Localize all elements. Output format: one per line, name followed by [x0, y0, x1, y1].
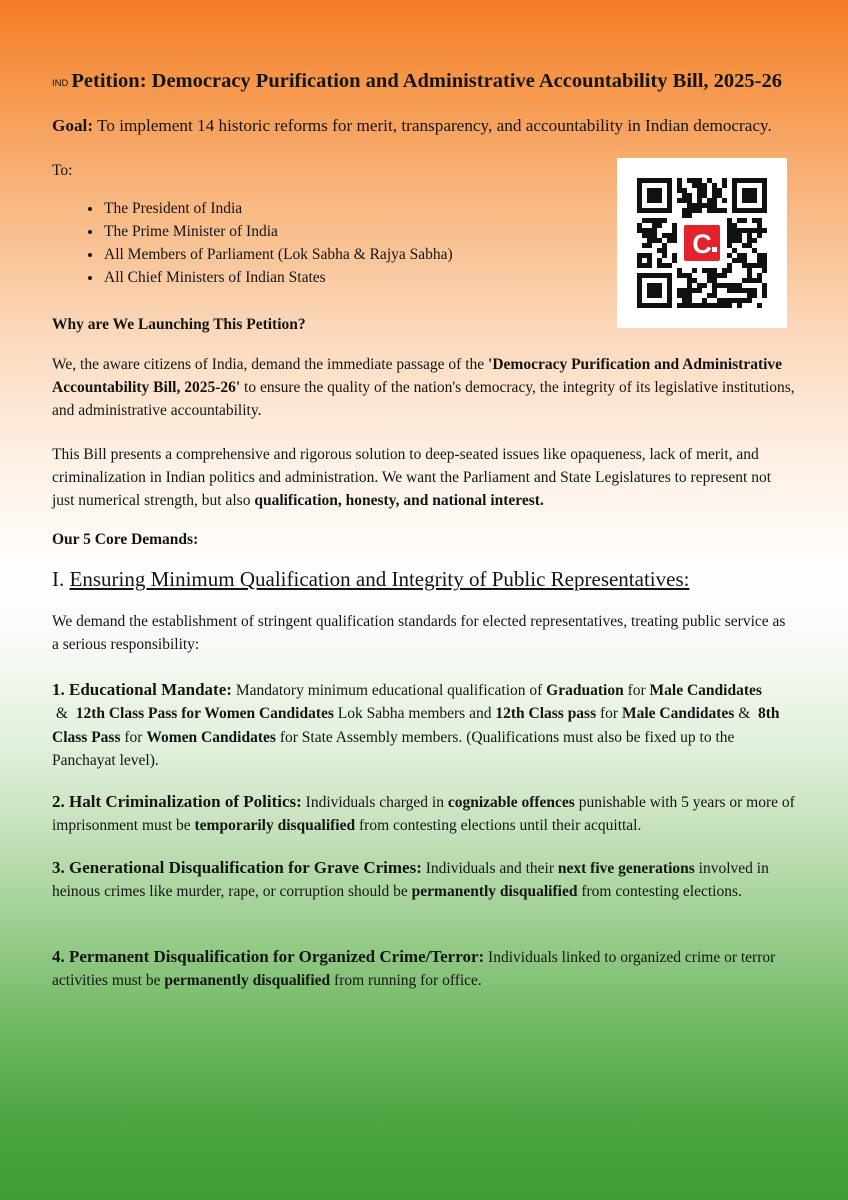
qr-module [742, 258, 747, 263]
demand-text: Individuals and their [421, 860, 558, 877]
qr-module [702, 298, 707, 303]
qr-module [682, 273, 687, 278]
qr-module [637, 263, 642, 268]
qr-module [652, 228, 657, 233]
bill-name-bold: 'Democracy Purification and Administrative Accountability Bill, 2025-26' [52, 356, 783, 396]
qr-module [677, 293, 682, 298]
qr-module [677, 188, 682, 193]
qr-module [737, 298, 742, 303]
qr-module [692, 288, 697, 293]
qr-module [747, 298, 752, 303]
qr-module [677, 288, 682, 293]
demand-item [52, 856, 796, 904]
demand-item [52, 790, 796, 838]
demand-bold: Male Candidates [621, 705, 735, 723]
qr-module [707, 208, 712, 213]
qr-module [692, 178, 697, 183]
qr-module [682, 193, 687, 198]
demand-text: from running for office. [330, 972, 482, 990]
qr-module [682, 208, 687, 213]
qr-module [687, 303, 692, 308]
demand-bold: Graduation [546, 682, 624, 699]
qr-module [682, 213, 687, 218]
recipients-label: To: [52, 162, 73, 179]
qr-module [657, 238, 662, 243]
qr-module [727, 233, 732, 238]
qr-module [747, 268, 752, 273]
qr-module [727, 223, 732, 228]
qr-module [757, 258, 762, 263]
qr-module [752, 293, 757, 298]
qr-module [687, 213, 692, 218]
qr-center-badge [681, 222, 723, 264]
qr-module [707, 303, 712, 308]
qr-module [757, 233, 762, 238]
qr-module [657, 258, 662, 263]
qr-module [742, 263, 747, 268]
demand-text: & [734, 705, 759, 723]
qr-module [737, 233, 742, 238]
qr-module [692, 278, 697, 283]
qr-module [687, 273, 692, 278]
qr-finder-top-right [732, 178, 767, 213]
qr-module [712, 283, 717, 288]
qr-module [647, 238, 652, 243]
qr-module [747, 238, 752, 243]
qr-module [722, 198, 727, 203]
qr-module [647, 258, 652, 263]
qr-module [667, 233, 672, 238]
qr-module [712, 303, 717, 308]
demand-text: punishable with 5 years or more of imprisonment must be [52, 794, 795, 835]
qr-module [737, 288, 742, 293]
qr-module [727, 268, 732, 273]
qr-module [707, 198, 712, 203]
qr-module [697, 203, 702, 208]
qr-module [717, 303, 722, 308]
qr-module [647, 218, 652, 223]
qr-module [737, 218, 742, 223]
qr-module [732, 248, 737, 253]
qr-module [672, 238, 677, 243]
demand-text: involved in heinous crimes like murder, rape, or corruption should be [52, 860, 769, 901]
qr-module [647, 263, 652, 268]
qr-module [687, 293, 692, 298]
qr-module [697, 283, 702, 288]
qr-module [672, 233, 677, 238]
qr-module [742, 228, 747, 233]
goal-text: To implement 14 historic reforms for merit, transparency, and accountability in Indian democracy. [93, 116, 772, 135]
qr-module [697, 193, 702, 198]
qr-module [757, 228, 762, 233]
petition-qr-code[interactable] [617, 158, 787, 328]
petition-title-text: Petition: Democracy Purification and Administrative Accountability Bill, 2025-26 [71, 70, 782, 92]
qr-module [682, 288, 687, 293]
recipient-item: • The Prime Minister of India [103, 220, 453, 243]
qr-module [752, 228, 757, 233]
demand-lead: 4. Permanent Disqualification for Organized Crime/Terror: [52, 947, 485, 966]
qr-module [712, 288, 717, 293]
demand-text: from contesting elections. [577, 883, 742, 901]
qr-module [762, 253, 767, 258]
section-1-title: Ensuring Minimum Qualification and Integrity of Public Representatives: [69, 567, 690, 591]
demand-text: for [596, 705, 622, 723]
qr-module [692, 183, 697, 188]
qr-module [717, 283, 722, 288]
qr-module [672, 258, 677, 263]
qr-module [717, 193, 722, 198]
qr-module [747, 233, 752, 238]
qr-module [722, 273, 727, 278]
qr-module [652, 238, 657, 243]
qr-module [637, 223, 642, 228]
qr-module [697, 188, 702, 193]
qr-module [717, 208, 722, 213]
qr-module [722, 283, 727, 288]
qr-module [757, 263, 762, 268]
qr-module [762, 283, 767, 288]
qr-module [712, 293, 717, 298]
qr-module [747, 293, 752, 298]
qr-module [687, 283, 692, 288]
recipients-list [52, 197, 453, 289]
qr-module [712, 188, 717, 193]
qr-module [662, 248, 667, 253]
qr-module [652, 233, 657, 238]
qr-module [757, 278, 762, 283]
qr-module [687, 193, 692, 198]
qr-module [702, 268, 707, 273]
demand-text: Individuals linked to organized crime or terror activities must be [52, 949, 776, 990]
demand-text: Lok Sabha members and [333, 705, 496, 723]
qr-module [722, 298, 727, 303]
qr-module [682, 298, 687, 303]
qr-module [747, 273, 752, 278]
petition-title [52, 70, 782, 93]
qr-module [712, 273, 717, 278]
qr-module [727, 238, 732, 243]
qr-module [762, 263, 767, 268]
qr-module [717, 298, 722, 303]
qr-module [642, 263, 647, 268]
demand-bold: temporarily disqualified [194, 817, 356, 835]
qr-module [702, 193, 707, 198]
qr-module [752, 263, 757, 268]
qr-module [727, 228, 732, 233]
qr-module [662, 263, 667, 268]
qr-module [747, 288, 752, 293]
qr-module [642, 228, 647, 233]
qr-module [647, 233, 652, 238]
recipient-item: • All Members of Parliament (Lok Sabha & Rajya Sabha) [103, 243, 453, 266]
qr-module [657, 263, 662, 268]
qr-module [647, 228, 652, 233]
qr-module [677, 268, 682, 273]
qr-module [712, 208, 717, 213]
qr-module [642, 233, 647, 238]
qr-module [707, 268, 712, 273]
qr-module [722, 178, 727, 183]
qr-badge-letter: C [692, 229, 712, 259]
qr-module [727, 283, 732, 288]
qr-module [732, 238, 737, 243]
qr-module [697, 178, 702, 183]
qr-module [712, 278, 717, 283]
why-p1-text: We, the aware citizens of India, demand the immediate passage of the [52, 356, 489, 373]
section-1-intro: We demand the establishment of stringent qualification standards for elected representatives, treating public service as a serious responsibility: [52, 613, 786, 653]
qr-module [687, 298, 692, 303]
qr-module [707, 273, 712, 278]
qr-module [712, 183, 717, 188]
qr-module [697, 288, 702, 293]
qr-module [672, 223, 677, 228]
qr-module [662, 243, 667, 248]
qr-module [687, 278, 692, 283]
qr-module [667, 238, 672, 243]
qr-module [752, 288, 757, 293]
qr-module [762, 268, 767, 273]
core-demands-heading: Our 5 Core Demands: [52, 531, 199, 548]
qr-module [762, 258, 767, 263]
qr-module [722, 208, 727, 213]
qr-module [727, 243, 732, 248]
qr-module [742, 288, 747, 293]
qr-module [727, 263, 732, 268]
why-paragraph-1 [52, 353, 796, 422]
qr-module [757, 273, 762, 278]
goal-line [52, 116, 772, 136]
demand-lead: 2. Halt Criminalization of Politics: [52, 792, 302, 811]
demand-text: for [120, 728, 147, 746]
qr-module [712, 198, 717, 203]
qr-module [722, 183, 727, 188]
qr-module [752, 248, 757, 253]
qr-module [712, 203, 717, 208]
demand-text: & [52, 705, 76, 723]
qr-module [707, 203, 712, 208]
qr-module [647, 253, 652, 258]
demand-text: Mandatory minimum educational qualification of [231, 682, 547, 699]
qr-module [657, 218, 662, 223]
qr-module [752, 238, 757, 243]
qr-module [677, 198, 682, 203]
qr-module [757, 303, 762, 308]
qr-module [682, 303, 687, 308]
qr-module [737, 238, 742, 243]
why-paragraph-2 [52, 443, 796, 512]
demand-bold: cognizable offences [447, 794, 575, 811]
qr-module [702, 283, 707, 288]
qr-module [732, 223, 737, 228]
qr-module [712, 193, 717, 198]
qr-module [707, 178, 712, 183]
qr-module [637, 258, 642, 263]
qr-module [687, 178, 692, 183]
demand-text: for [623, 682, 650, 699]
qr-module [732, 228, 737, 233]
qr-module [652, 218, 657, 223]
qr-module [642, 243, 647, 248]
qr-module [752, 278, 757, 283]
demand-text: from contesting elections until their acquittal. [355, 817, 642, 835]
qr-module [747, 278, 752, 283]
qr-module [692, 203, 697, 208]
qr-module [742, 218, 747, 223]
qr-module [757, 253, 762, 258]
qr-module [742, 278, 747, 283]
qr-module [722, 268, 727, 273]
qr-module [662, 253, 667, 258]
demand-text: Individuals charged in [301, 794, 448, 811]
qr-module [732, 288, 737, 293]
qr-module [717, 188, 722, 193]
recipient-item: • The President of India [103, 197, 453, 220]
qr-module [727, 288, 732, 293]
demand-text: for State Assembly members. (Qualifications must also be fixed up to the Panchayat level). [52, 728, 735, 769]
qr-module [722, 303, 727, 308]
qr-module [687, 208, 692, 213]
qr-module [637, 228, 642, 233]
qr-module [637, 253, 642, 258]
qr-module [697, 183, 702, 188]
qr-module [732, 283, 737, 288]
qr-module [657, 248, 662, 253]
demand-bold: permanently disqualified [164, 972, 331, 990]
qr-module [742, 253, 747, 258]
qr-module [677, 178, 682, 183]
qr-module [732, 233, 737, 238]
qr-module [727, 218, 732, 223]
qr-module [727, 253, 732, 258]
qr-module [747, 243, 752, 248]
qr-module [692, 208, 697, 213]
why-p2-bold: qualification, honesty, and national interest. [254, 492, 544, 509]
qr-finder-top-left [637, 178, 672, 213]
qr-module [662, 218, 667, 223]
qr-module [707, 293, 712, 298]
qr-module [762, 293, 767, 298]
qr-module [647, 243, 652, 248]
qr-module [737, 303, 742, 308]
goal-label: Goal: [52, 116, 94, 135]
qr-module [697, 208, 702, 213]
qr-module [682, 188, 687, 193]
qr-module [672, 228, 677, 233]
qr-module [677, 183, 682, 188]
qr-module [727, 298, 732, 303]
qr-module [737, 258, 742, 263]
demand-bold: Male Candidates [649, 682, 762, 699]
section-1-numeral: I. [52, 567, 65, 591]
qr-module [697, 198, 702, 203]
qr-module [742, 243, 747, 248]
qr-module [737, 283, 742, 288]
qr-module [712, 268, 717, 273]
qr-module [677, 303, 682, 308]
demand-bold: permanently disqualified [411, 883, 578, 901]
demand-bold: 12th Class pass [495, 705, 597, 723]
demand-bold: next five generations [557, 860, 695, 877]
qr-module [687, 203, 692, 208]
qr-module [747, 263, 752, 268]
qr-module [672, 253, 677, 258]
qr-module [687, 288, 692, 293]
qr-module [757, 223, 762, 228]
qr-module [757, 218, 762, 223]
section-1-heading [52, 567, 689, 592]
qr-module [687, 198, 692, 203]
qr-module [702, 203, 707, 208]
demand-item [52, 678, 796, 772]
demand-bold: Women Candidates [146, 728, 276, 746]
qr-module [732, 298, 737, 303]
qr-module [707, 278, 712, 283]
demand-item [52, 945, 796, 993]
qr-module [702, 183, 707, 188]
qr-module [747, 228, 752, 233]
qr-module [702, 303, 707, 308]
qr-module [652, 223, 657, 228]
recipient-item: • All Chief Ministers of Indian States [103, 266, 453, 289]
qr-module [762, 228, 767, 233]
qr-module [642, 253, 647, 258]
india-flag-label: IND [52, 78, 69, 89]
qr-module [717, 273, 722, 278]
demand-bold: 12th Class Pass for Women Candidates [75, 705, 334, 723]
qr-module [762, 288, 767, 293]
demand-lead: 1. Educational Mandate: [52, 680, 232, 699]
qr-module [697, 303, 702, 308]
qr-module [682, 198, 687, 203]
qr-module [642, 218, 647, 223]
qr-module [737, 253, 742, 258]
qr-module [677, 273, 682, 278]
qr-module [692, 268, 697, 273]
qr-module [682, 293, 687, 298]
qr-module [702, 188, 707, 193]
qr-module [742, 298, 747, 303]
demand-lead: 3. Generational Disqualification for Grave Crimes: [52, 858, 422, 877]
demand-bold: 8th Class Pass [52, 705, 780, 746]
qr-code-image [617, 158, 787, 328]
qr-module [662, 233, 667, 238]
qr-module [752, 218, 757, 223]
qr-module [692, 303, 697, 308]
qr-module [732, 258, 737, 263]
why-p1-text-end: to ensure the quality of the nation's democracy, the integrity of its legislative institutions, and administrative accountability. [52, 379, 795, 419]
qr-module [667, 263, 672, 268]
qr-module [727, 303, 732, 308]
why-heading: Why are We Launching This Petition? [52, 316, 306, 333]
why-p2-text: This Bill presents a comprehensive and rigorous solution to deep-seated issues like opaqueness, lack of merit, and criminalization in Indian politics and administration. We want the Parliament and State Legislatures to represent not just numerical strength, but also [52, 446, 772, 509]
qr-finder-bottom-left [637, 273, 672, 308]
qr-module [737, 228, 742, 233]
qr-module [657, 223, 662, 228]
